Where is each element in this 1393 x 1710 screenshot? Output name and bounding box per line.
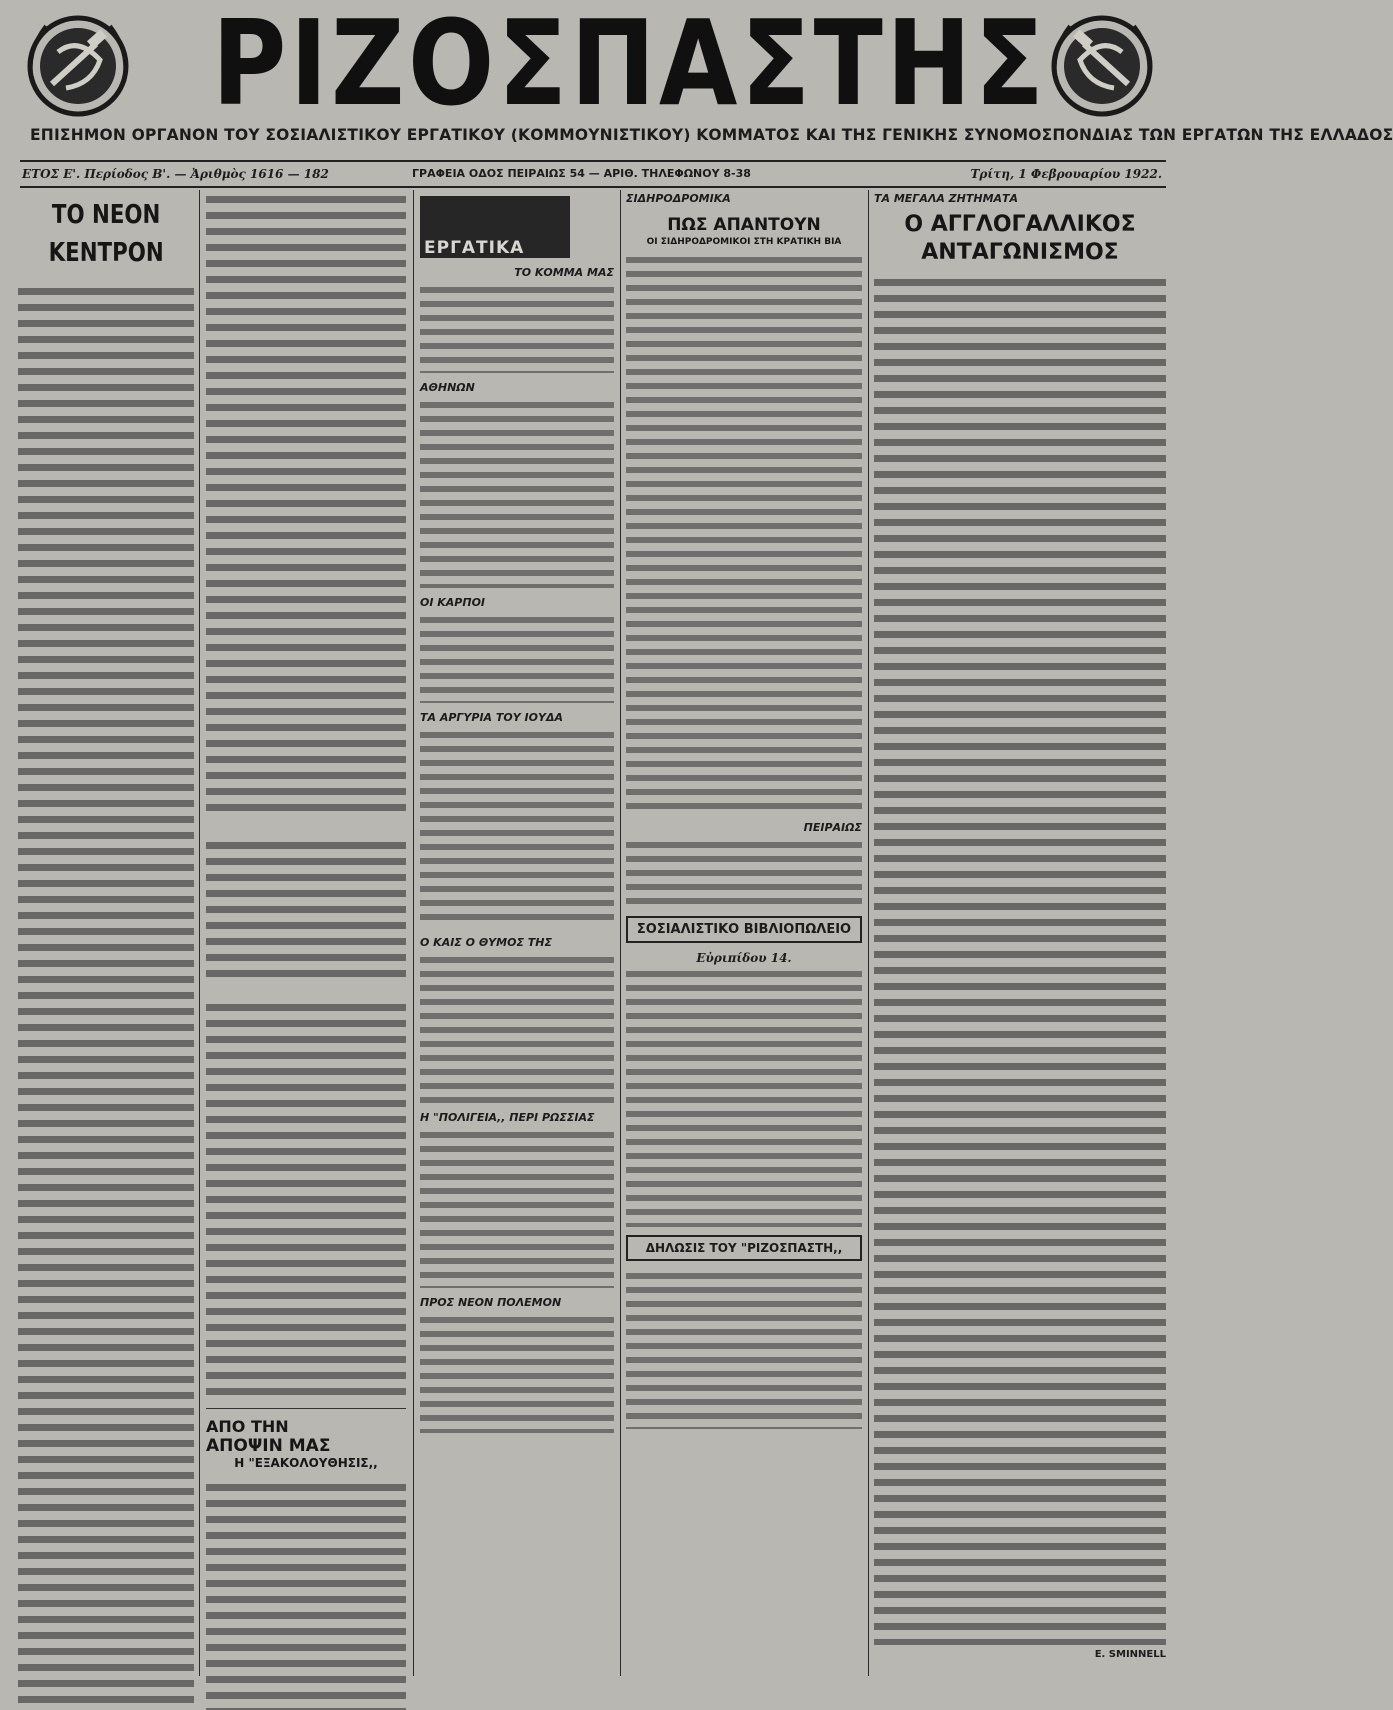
article-continuation-text <box>206 192 406 812</box>
heading-eksakolouthisis: Η "ΕΞΑΚΟΛΟΥΘΗΣΙΣ,, <box>234 1456 378 1470</box>
kicker-megala-zitimata: ΤΑ ΜΕΓΑΛΑ ΖΗΤΗΜΑΤΑ <box>874 192 1019 205</box>
heading-apo-tin: ΑΠΟ ΤΗΝ <box>206 1417 289 1436</box>
article-body-text <box>18 284 194 1704</box>
ergatika-label: ΕΡΓΑΤΙΚΑ <box>424 238 525 258</box>
article-text <box>206 1480 406 1710</box>
bookshop-heading: ΣΟΣΙΑΛΙΣΤΙΚΟ ΒΙΒΛΙΟΠΩΛΕΙΟ <box>626 916 862 943</box>
newspaper-title: ΡΙΖΟΣΠΑΣΤΗΣ <box>212 0 1048 132</box>
subhead-kais: Ο ΚΑΙΣ Ο ΘΥΜΟΣ ΤΗΣ <box>420 936 553 949</box>
article-text <box>420 1128 614 1288</box>
subhead-athinon: ΑΘΗΝΩΝ <box>420 381 475 394</box>
subhead-karpoi: ΟΙ ΚΑΡΠΟΙ <box>420 596 486 609</box>
column-rule <box>868 190 869 1676</box>
subheadline-sidirodromikoi: ΟΙ ΣΙΔΗΡΟΔΡΟΜΙΚΟΙ ΣΤΗ ΚΡΑΤΙΚΗ ΒΙΑ <box>646 237 842 247</box>
subhead-poligeia: Η "ΠΟΛΙΓΕΙΑ,, ΠΕΡΙ ΡΩΣΣΙΑΣ <box>420 1111 595 1124</box>
issue-number: ΕΤΟΣ Ε'. Περίοδος Β'. — Ἀριθμὸς 1616 — 182 <box>22 167 329 181</box>
article-text <box>206 1000 406 1400</box>
article-text <box>626 253 862 813</box>
hammer-sickle-emblem-right-icon <box>1046 12 1158 120</box>
masthead-subtitle: ΕΠΙΣΗΜΟΝ ΟΡΓΑΝΟΝ ΤΟΥ ΣΟΣΙΑΛΙΣΤΙΚΟΥ ΕΡΓΑΤΙΚΟΥ (ΚΟΜΜΟΥΝΙΣΤΙΚΟΥ) ΚΟΜΜΑΤΟΣ ΚΑΙ ΤΗΣ ΓΕΝΙΚΗΣ ΣΥΝΟΜΟΣΠΟΝΔΙΑΣ ΤΩΝ ΕΡΓΑΤΩΝ ΤΗΣ ΕΛΛΑΔΟΣ <box>30 126 1393 144</box>
heading-apopsin-mas: ΑΠΟΨΙΝ ΜΑΣ <box>206 1436 331 1456</box>
dateline-bar <box>20 160 1166 188</box>
masthead <box>0 0 1393 160</box>
headline-pos-apantoun: ΠΩΣ ΑΠΑΝΤΟΥΝ <box>667 215 821 235</box>
kicker-sidirodromika: ΣΙΔΗΡΟΔΡΟΜΙΚΑ <box>626 192 731 205</box>
dilosis-heading: ΔΗΛΩΣΙΣ ΤΟΥ "ΡΙΖΟΣΠΑΣΤΗ,, <box>626 1235 862 1261</box>
column-2 <box>206 192 406 1670</box>
article-text <box>420 613 614 703</box>
column-5 <box>874 192 1166 1670</box>
subhead-komma: ΤΟ ΚΟΜΜΑ ΜΑΣ <box>514 266 614 279</box>
article-text <box>420 953 614 1103</box>
hammer-sickle-emblem-left-icon <box>22 12 134 120</box>
article-text <box>206 838 406 984</box>
separator <box>206 1408 406 1409</box>
column-rule <box>620 190 621 1676</box>
office-address: ΓΡΑΦΕΙΑ ΟΔΟΣ ΠΕΙΡΑΙΩΣ 54 — ΑΡΙΘ. ΤΗΛΕΦΩΝΟΥ 8-38 <box>412 167 751 180</box>
headline-line-2: ΑΝΤΑΓΩΝΙΣΜΟΣ <box>921 240 1119 265</box>
article-text <box>626 1269 862 1429</box>
book-price-list <box>626 967 862 1227</box>
subhead-argyria: ΤΑ ΑΡΓΥΡΙΑ ΤΟΥ ΙΟΥΔΑ <box>420 711 563 724</box>
bookshop-address: Εὐριπίδου 14. <box>696 951 792 965</box>
article-text <box>420 398 614 588</box>
column-rule <box>199 190 200 1676</box>
subhead-polemos: ΠΡΟΣ ΝΕΟΝ ΠΟΛΕΜΟΝ <box>420 1296 562 1309</box>
article-text <box>626 838 862 908</box>
headline-line-1: Ο ΑΓΓΛΟΓΑΛΛΙΚΟΣ <box>904 212 1136 237</box>
column-rule <box>413 190 414 1676</box>
issue-date: Τρίτη, 1 Φεβρουαρίου 1922. <box>970 167 1162 181</box>
headline-neon-kentron: ΤΟ ΝΕΟΝ ΚΕΝΤΡΟΝ <box>48 200 164 268</box>
column-1 <box>18 192 194 1670</box>
author-signature: E. SMINNELL <box>1094 1649 1166 1660</box>
article-text <box>420 1313 614 1433</box>
article-text <box>420 283 614 373</box>
column-4 <box>626 192 862 1670</box>
article-text <box>420 728 614 928</box>
column-3 <box>420 192 614 1670</box>
subhead-peiraios: ΠΕΙΡΑΙΩΣ <box>803 821 862 834</box>
ergatika-banner <box>420 196 570 258</box>
article-text <box>874 275 1166 1645</box>
